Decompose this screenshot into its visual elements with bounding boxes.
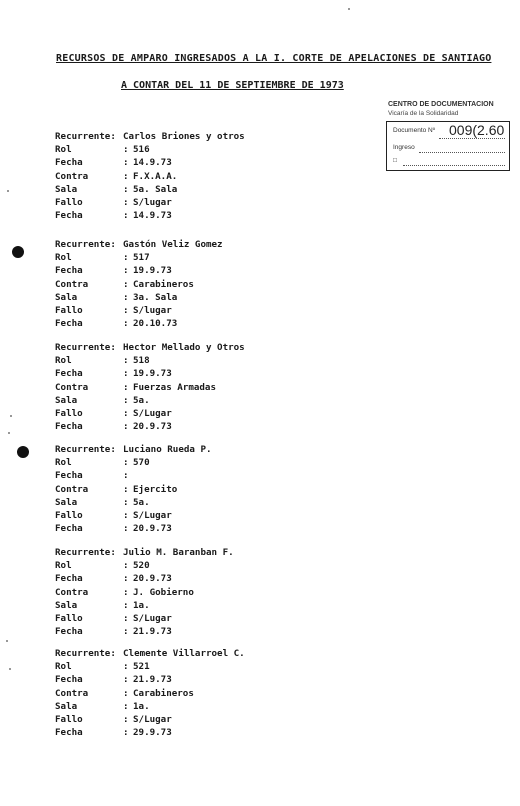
field-colon: : [123,509,129,521]
record-row-recurrente [55,647,385,660]
field-label: Fecha [55,421,83,433]
field-value: 1a. [133,700,150,712]
field-label: Contra [55,483,89,495]
record-row-rol [55,456,385,469]
field-colon: : [123,626,129,638]
document-title: RECURSOS DE AMPARO INGRESADOS A LA I. CORTE DE APELACIONES DE SANTIAGO [56,53,492,64]
field-label: Contra [55,586,89,598]
field-value: 21.9.73 [133,674,172,686]
field-value: 20.9.73 [133,523,172,535]
field-label: Rol [55,457,72,469]
field-label: Sala [55,183,78,195]
field-value: 517 [133,252,150,264]
field-label: Rol [55,144,72,156]
field-colon: : [123,394,129,406]
record-row-contra [55,483,385,496]
field-label: Sala [55,700,78,712]
field-value: 5a. [133,394,150,406]
scan-speck [6,640,8,642]
field-colon: : [123,496,129,508]
stamp-ingreso-label: Ingreso [393,144,415,151]
field-value: S/Lugar [133,509,172,521]
record-row-sala [55,291,385,304]
field-colon: : [123,599,129,611]
field-value: F.X.A.A. [133,170,178,182]
stamp-suborganization: Vicaría de la Solidaridad [388,110,459,117]
field-value: S/lugar [133,304,172,316]
record-row-recurrente [55,546,385,559]
field-colon: : [123,278,129,290]
field-value: 14.9.73 [133,157,172,169]
field-colon: : [123,687,129,699]
field-label: Fallo [55,304,83,316]
record-row-contra [55,170,385,183]
field-colon: : [123,183,129,195]
record-row-sala [55,394,385,407]
stamp-doc-number: 009(2.60 [449,122,505,138]
record-row-rol [55,660,385,673]
record-row-fallo [55,713,385,726]
field-value: Hector Mellado y Otros [123,342,245,353]
punch-hole [17,446,29,458]
field-label: Rol [55,560,72,572]
record-row-fallo [55,407,385,420]
field-value: 21.9.73 [133,626,172,638]
field-colon: : [123,157,129,169]
field-label: Contra [55,170,89,182]
record-row-fecha-fallo [55,420,385,433]
record-row-fecha [55,264,385,277]
field-label: Sala [55,599,78,611]
record-row-fallo [55,196,385,209]
field-label: Recurrente: [55,444,116,455]
field-value: 5a. [133,496,150,508]
field-label: Fecha [55,727,83,739]
field-label: Contra [55,381,89,393]
field-colon: : [123,196,129,208]
field-colon: : [123,252,129,264]
record-entry [55,647,385,739]
field-value: 518 [133,355,150,367]
field-label: Sala [55,291,78,303]
field-colon: : [123,368,129,380]
stamp-line [403,165,505,166]
field-colon: : [123,523,129,535]
field-value: 29.9.73 [133,727,172,739]
field-value: 3a. Sala [133,291,178,303]
field-colon: : [123,483,129,495]
record-row-fecha-fallo [55,625,385,638]
record-row-recurrente [55,341,385,354]
stamp-organization: CENTRO DE DOCUMENTACION [388,101,494,108]
field-colon: : [123,355,129,367]
record-row-recurrente [55,130,385,143]
scan-speck [348,8,350,10]
field-colon: : [123,170,129,182]
field-label: Fecha [55,470,83,482]
field-value: Carabineros [133,687,194,699]
field-value: 19.9.73 [133,265,172,277]
field-label: Sala [55,496,78,508]
field-value: Clemente Villarroel C. [123,648,245,659]
record-row-fallo [55,509,385,522]
field-colon: : [123,573,129,585]
record-row-fecha [55,367,385,380]
field-colon: : [123,381,129,393]
record-row-sala [55,700,385,713]
field-label: Fecha [55,318,83,330]
field-value: S/Lugar [133,713,172,725]
field-value: 1a. [133,599,150,611]
field-value: Carabineros [133,278,194,290]
field-label: Fallo [55,509,83,521]
field-value: 14.9.73 [133,210,172,222]
field-value: 20.9.73 [133,573,172,585]
record-row-fecha [55,572,385,585]
record-row-fecha [55,156,385,169]
field-value: Carlos Briones y otros [123,131,245,142]
record-row-sala [55,599,385,612]
record-entry [55,443,385,535]
field-label: Fecha [55,265,83,277]
field-label: Fallo [55,196,83,208]
record-row-fecha-fallo [55,726,385,739]
record-row-fecha-fallo [55,209,385,222]
field-colon: : [123,210,129,222]
field-colon: : [123,421,129,433]
field-label: Fecha [55,157,83,169]
field-value: S/Lugar [133,407,172,419]
record-row-fecha [55,469,385,482]
field-label: Sala [55,394,78,406]
record-entry [55,341,385,433]
field-label: Contra [55,278,89,290]
stamp-line [439,138,505,139]
field-value: 516 [133,144,150,156]
field-colon: : [123,144,129,156]
record-row-fallo [55,612,385,625]
field-label: Rol [55,252,72,264]
record-row-fallo [55,304,385,317]
record-row-contra [55,278,385,291]
record-row-recurrente [55,443,385,456]
field-colon: : [123,470,129,482]
record-row-fecha [55,673,385,686]
field-colon: : [123,318,129,330]
field-colon: : [123,727,129,739]
field-label: Fallo [55,713,83,725]
record-entry [55,238,385,330]
record-row-rol [55,354,385,367]
field-label: Recurrente: [55,547,116,558]
scan-speck [9,668,11,670]
record-row-sala [55,183,385,196]
scan-speck [10,415,12,417]
field-label: Fecha [55,368,83,380]
field-label: Rol [55,355,72,367]
field-value: 20.9.73 [133,421,172,433]
field-label: Recurrente: [55,131,116,142]
record-row-rol [55,251,385,264]
field-value: 20.10.73 [133,318,178,330]
field-label: Rol [55,661,72,673]
record-entry [55,546,385,638]
record-row-fecha-fallo [55,317,385,330]
field-value: 570 [133,457,150,469]
field-value: Gastón Veliz Gomez [123,239,223,250]
field-value: 5a. Sala [133,183,178,195]
field-value: S/lugar [133,196,172,208]
field-value: Julio M. Baranban F. [123,547,234,558]
field-colon: : [123,612,129,624]
field-colon: : [123,674,129,686]
field-value: J. Gobierno [133,586,194,598]
field-value: 521 [133,661,150,673]
field-colon: : [123,661,129,673]
field-label: Contra [55,687,89,699]
field-label: Fecha [55,674,83,686]
record-row-fecha-fallo [55,522,385,535]
scan-speck [7,190,9,192]
record-row-sala [55,496,385,509]
field-label: Fecha [55,523,83,535]
document-stamp [386,121,510,171]
field-value: Fuerzas Armadas [133,381,216,393]
document-subtitle: A CONTAR DEL 11 DE SEPTIEMBRE DE 1973 [121,80,344,91]
field-label: Recurrente: [55,342,116,353]
stamp-checkbox: □ [393,157,397,164]
field-colon: : [123,291,129,303]
record-row-rol [55,559,385,572]
field-value: Luciano Rueda P. [123,444,212,455]
field-label: Recurrente: [55,239,116,250]
field-value: Ejercito [133,483,178,495]
record-row-rol [55,143,385,156]
record-row-recurrente [55,238,385,251]
punch-hole [12,246,24,258]
field-label: Fecha [55,210,83,222]
field-label: Recurrente: [55,648,116,659]
field-colon: : [123,457,129,469]
field-value: 520 [133,560,150,572]
field-colon: : [123,407,129,419]
field-colon: : [123,713,129,725]
field-label: Fallo [55,407,83,419]
field-colon: : [123,265,129,277]
record-entry [55,130,385,222]
stamp-line [419,152,505,153]
field-value: S/Lugar [133,612,172,624]
stamp-doc-label: Documento Nº [393,127,436,134]
field-label: Fecha [55,573,83,585]
field-colon: : [123,586,129,598]
field-label: Fallo [55,612,83,624]
record-row-contra [55,381,385,394]
record-row-contra [55,586,385,599]
field-colon: : [123,560,129,572]
field-label: Fecha [55,626,83,638]
field-colon: : [123,700,129,712]
scan-speck [8,432,10,434]
record-row-contra [55,687,385,700]
field-colon: : [123,304,129,316]
field-value: 19.9.73 [133,368,172,380]
